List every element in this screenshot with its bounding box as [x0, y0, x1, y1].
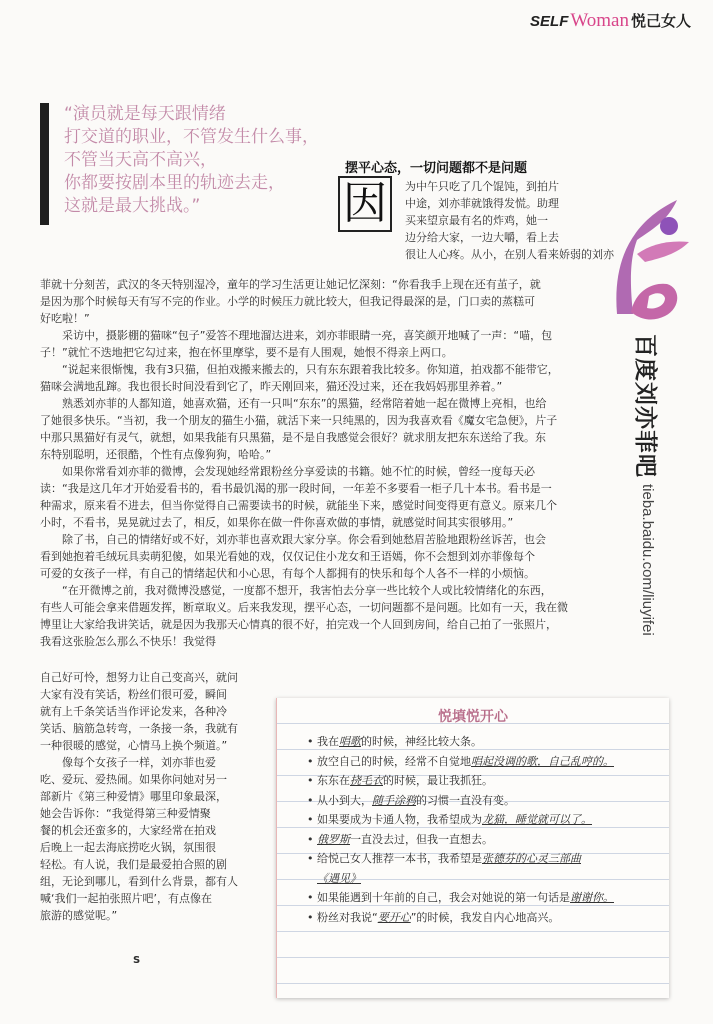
text-line: 除了书，自己的情绪好或不好，刘亦菲也喜欢跟大家分享。你会看到她愁眉苦脸地跟粉丝诉苦，也会 [40, 533, 546, 546]
text-line: 像每个女孩子一样，刘亦菲也爱 [40, 756, 216, 769]
magazine-header [530, 10, 691, 32]
note-handwritten-answer: 要开心 [377, 910, 411, 924]
note-item-continued [307, 869, 657, 889]
tieba-logo-icon [607, 196, 693, 326]
text-line: 读：“我是这几年才开始爱看书的，看书最饥渴的那一段时间，一年差不多要看一柜子几十本书。看书是一 [40, 482, 552, 495]
text-line: 大家有没有笑话，粉丝们很可爱，瞬间 [40, 688, 227, 701]
note-handwritten-answer: 张德芬的心灵三部曲 [482, 852, 581, 865]
note-printed: 一直没去过，但我一直想去。 [350, 832, 493, 846]
text-line: 喊‘我们一起拍张照片吧’，有点像在 [40, 892, 212, 905]
text-line: 边分给大家，一边大嚼，看上去 [405, 231, 559, 244]
article-body [40, 276, 640, 650]
text-line: 小时，不看书，晃晃就过去了，相反，如果你在做一件你喜欢做的事情，就感觉时间其实很够用。” [40, 516, 514, 529]
questionnaire-note-card [276, 698, 669, 998]
drop-cap: 因 [338, 176, 392, 232]
text-line: 如果你常看刘亦菲的微博，会发现她经常跟粉丝分享爱读的书籍。她不忙的时候，曾经一度每天必 [40, 465, 535, 478]
note-printed: 东东在 [317, 774, 350, 787]
magazine-self-label: SELF [530, 13, 569, 30]
text-line: 中那只黑猫好有灵气，就想，如果我能有只黑猫，是不是自我感觉会很好？就求朋友把东东送给了我。东 [40, 431, 546, 444]
end-mark: S [133, 955, 141, 966]
text-line: 熟悉刘亦菲的人都知道，她喜欢猫，还有一只叫“东东”的黑猫，经常陪着她一起在微博上亮相，也给 [40, 397, 547, 410]
note-printed: 粉丝对我说“ [317, 910, 378, 924]
text-line: 就有上千条笑话当作评论发来，各种冷 [40, 705, 227, 718]
note-item [307, 849, 657, 869]
text-line: 好吃啦！” [40, 312, 90, 325]
text-line: 很让人心疼。从小，在别人看来娇弱的刘亦 [405, 248, 614, 261]
text-line: 旅游的感觉呢。” [40, 909, 118, 922]
text-line: 笑话、脑筋急转弯，一条接一条，我就有 [40, 722, 238, 735]
note-title: 悦填悦开心 [438, 709, 508, 725]
note-item [307, 771, 657, 791]
note-printed: ”的时候，我发自内心地高兴。 [410, 910, 560, 924]
note-handwritten-answer: 唱歌 [339, 735, 361, 748]
text-line: 为中午只吃了几个馄饨，到拍片 [405, 180, 559, 193]
text-line: 猫咪会满地乱蹿。我也很长时间没看到它了，昨天刚回来，猫还没过来，还在我妈妈那里养着。” [40, 380, 503, 393]
side-column-text [40, 669, 260, 924]
note-item [307, 830, 657, 850]
tieba-brand-url: tieba.baidu.com/liuyifei [639, 484, 657, 636]
note-printed: 的时候，最让我抓狂。 [383, 774, 493, 787]
text-line: 子！”就忙不迭地把它勾过来，抱在怀里摩挲，要不是有人围观，她恨不得亲上两口。 [40, 346, 453, 359]
note-item [307, 908, 657, 928]
text-line: 轻松。有人说，我们是最爱拍合照的剧 [40, 858, 227, 871]
magazine-title: 悦己女人 [630, 12, 691, 30]
section-title: 摆平心态，一切问题都不是问题 [345, 161, 528, 176]
text-line: 我看这张脸怎么那么不快乐！我觉得 [40, 635, 216, 648]
text-line: 菲就十分刻苦，武汉的冬天特别湿冷，童年的学习生活更让她记忆深刻：“你看我手上现在还有茧子，就 [40, 278, 541, 291]
note-item [307, 791, 657, 811]
text-line: 采访中，摄影棚的猫咪“包子”爱答不理地溜达进来，刘亦菲眼睛一亮，喜笑颜开地喊了一声：“喵，包 [40, 329, 553, 342]
text-line: “说起来很惭愧，我有3只猫，但拍戏搬来搬去的，只有东东跟着我比较多。你知道，拍戏都不能带它， [40, 363, 559, 376]
text-line: 餐的机会还蛮多的，大家经常在拍戏 [40, 824, 216, 837]
text-line: “在开微博之前，我对微博没感觉，一度都不想开，我害怕去分享一些比较个人或比较情绪化的东西， [40, 584, 552, 597]
note-item [307, 752, 657, 772]
tieba-brand-name: 百度刘亦菲吧 [632, 334, 659, 478]
text-line: 可爱的女孩子一样，有自己的情绪起伏和小心思，有每个人都拥有的快乐和每个人各不一样的小烦恼。 [40, 567, 535, 580]
text-line: 后晚上一起去海底捞吃火锅，氛围很 [40, 841, 216, 854]
note-printed: 如果要成为卡通人物，我希望成为 [317, 813, 482, 826]
note-handwritten-answer: 谢谢你。 [570, 891, 614, 904]
tieba-brand-vertical [628, 334, 668, 636]
note-item [307, 810, 657, 830]
text-line: 看到她抱着毛绒玩具卖萌犯傻，如果光看她的戏，仅仅记住小龙女和王语嫣，你不会想到刘亦菲像每个 [40, 550, 535, 563]
note-handwritten-answer: 龙猫，睡觉就可以了。 [482, 813, 592, 826]
note-item [307, 732, 657, 752]
text-line: 部新片《第三种爱情》哪里印象最深， [40, 790, 227, 803]
pull-quote-line: “演员就是每天跟情绪 [64, 104, 226, 124]
text-line: 是因为那个时候每天有写不完的作业。小学的时候压力就比较大，但我记得最深的是，门口卖的蒸糕可 [40, 295, 535, 308]
pull-quote-line: 你都要按剧本里的轨迹去走， [64, 173, 285, 193]
text-line: 她会告诉你：“我觉得第三种爱情聚 [40, 807, 211, 820]
text-line: 自己好可怜，想努力让自己变高兴，就问 [40, 671, 238, 684]
note-handwritten-answer: 唱起没调的歌，自己乱哼的。 [471, 754, 614, 768]
text-line: 中途，刘亦菲就饿得发慌。助理 [405, 197, 559, 210]
note-printed: 给悦己女人推荐一本书，我希望是 [317, 852, 482, 865]
pull-quote-text [64, 103, 319, 218]
note-list [307, 732, 657, 927]
text-line: 了她很多快乐。“当初，我一个朋友的猫生小猫，就活下来一只纯黑的，因为我喜欢看《魔女宅急便》，片子 [40, 414, 558, 427]
text-line: 博里让大家给我讲笑话，就是因为我那天心情真的很不好，拍完戏一个人回到房间，给自己拍了一张照片， [40, 618, 557, 631]
pull-quote-line: 打交道的职业，不管发生什么事， [64, 127, 319, 147]
text-line: 吃、爱玩、爱热闹。如果你问她对另一 [40, 773, 227, 786]
note-handwritten-answer: 挠毛衣 [350, 774, 383, 787]
pull-quote-line: 不管当天高不高兴， [64, 150, 217, 170]
note-printed: 的习惯一直没有变。 [416, 793, 515, 807]
pull-quote-bar [40, 103, 49, 225]
text-line: 东特别聪明，还很酷，个性有点像狗狗，哈哈。” [40, 448, 272, 461]
note-printed: 的时候，神经比较大条。 [361, 735, 482, 748]
pull-quote-line: 这就是最大挑战。” [64, 196, 201, 216]
note-printed: 如果能遇到十年前的自己，我会对她说的第一句话是 [317, 891, 570, 904]
note-item [307, 888, 657, 908]
text-line: 种需求，原来看不进去，但当你觉得自己需要读书的时候，就能坐下来，感觉时间变得更有意义。原来几个 [40, 499, 557, 512]
note-printed: 放空自己的时候，经常不自觉地 [317, 754, 471, 768]
note-handwritten-answer: 俄罗斯 [317, 832, 350, 846]
text-line: 有些人可能会拿来借题发挥，断章取义。后来我发现，摆平心态，一切问题都不是问题。比如有一天，我在微 [40, 601, 568, 614]
text-line: 一种很暖的感觉，心情马上换个频道。” [40, 739, 228, 752]
note-handwritten-answer: 《遇见》 [317, 871, 361, 885]
note-printed: 我在 [317, 735, 339, 748]
magazine-woman-label: Woman [570, 10, 629, 31]
note-printed: 从小到大， [317, 793, 372, 807]
text-line: 组，无论到哪儿，看到什么背景，都有人 [40, 875, 238, 888]
pull-quote [40, 103, 340, 225]
text-line: 买来望京最有名的炸鸡，她一 [405, 214, 548, 227]
note-handwritten-answer: 随手涂鸦 [372, 793, 416, 807]
